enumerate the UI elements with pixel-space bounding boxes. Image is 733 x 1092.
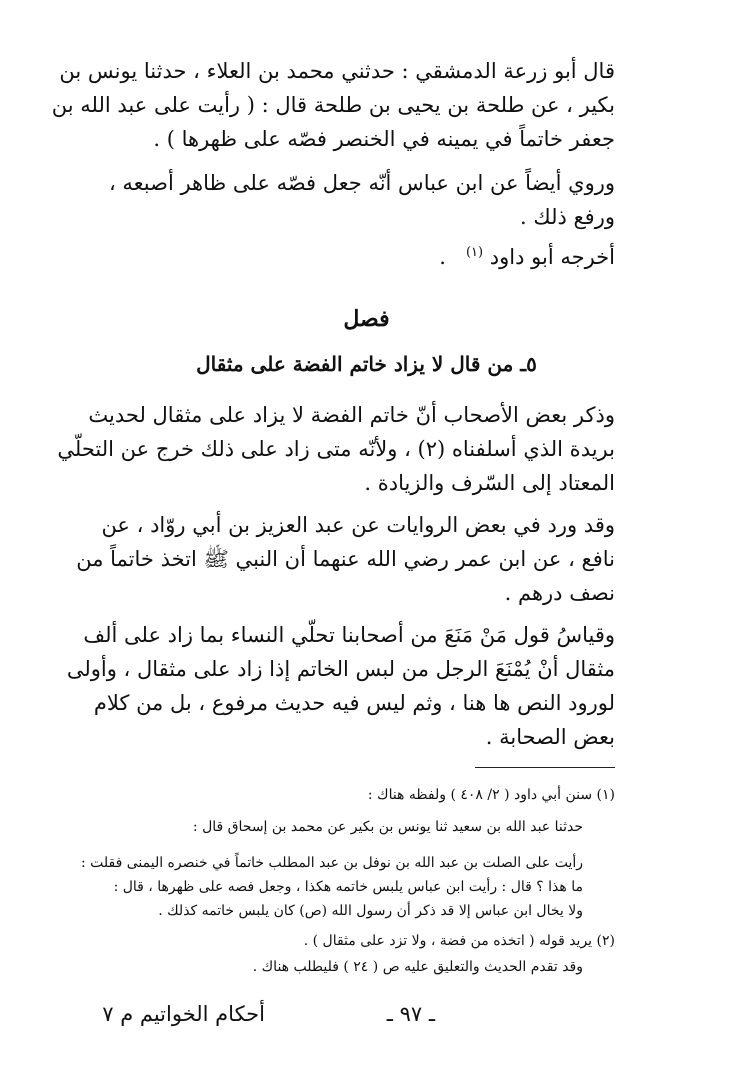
section-heading: ٥ـ من قال لا يزاد خاتم الفضة على مثقال (196, 352, 537, 376)
footnote-1-line: رأيت على الصلت بن عبد الله بن نوفل بن عبد المطلب خاتماً في خنصره اليمنى فقلت : (80, 855, 583, 871)
text-line: وذكر بعض الأصحاب أنّ خاتم الفضة لا يزاد على مثقال لحديث (88, 403, 615, 427)
text-line: وروي أيضاً عن ابن عباس أنّه جعل فصّه على ظاهر أصبعه ، (108, 171, 615, 195)
footnote-1-heading: (١) سنن أبي داود ( ٢/ ٤٠٨ ) ولفظه هناك : (367, 787, 615, 803)
paragraph-6 (66, 618, 615, 754)
paragraph-3 (115, 236, 615, 274)
text-line: قال أبو زرعة الدمشقي : حدثني محمد بن العلاء ، حدثنا يونس بن (59, 59, 615, 83)
footnote-ref: (١) (465, 245, 484, 260)
paragraph-2 (108, 166, 615, 234)
footnote-1-line: ما هذا ؟ قال : رأيت ابن عباس يلبس خاتمه هكذا ، وجعل فصه على ظهرها ، قال : (113, 879, 583, 895)
paragraph-1 (51, 54, 615, 156)
text-line: المعتاد إلى السّرف والزيادة . (364, 471, 615, 495)
book-signature: أحكام الخواتيم م ٧ (102, 1002, 265, 1026)
text-line: بعض الصحابة . (485, 725, 615, 749)
text-line: . (439, 245, 446, 269)
text-line: لورود النص ها هنا ، وثم ليس فيه حديث مرفوع ، بل من كلام (93, 691, 615, 715)
text-line: وقد ورد في بعض الروايات عن عبد العزيز بن أبي روّاد ، عن (101, 513, 615, 537)
footnote-1-line: حدثنا عبد الله بن سعيد ثنا يونس بن بكير عن محمد بن إسحاق قال : (192, 819, 583, 835)
text-line: بريدة الذي أسلفناه (٢) ، ولأنّه متى زاد على ذلك خرج عن التحلّي (57, 437, 615, 461)
text-line: نافع ، عن ابن عمر رضي الله عنهما أن النبي ﷺ اتخذ خاتماً من (76, 547, 615, 571)
section-title: فصل (343, 306, 390, 332)
paragraph-4 (57, 398, 615, 500)
text-line: مثقال أنْ يُمْنَعَ الرجل من لبس الخاتم إذا زاد على مثقال ، وأولى (66, 657, 615, 681)
footnote-2-line: وقد تقدم الحديث والتعليق عليه ص ( ٢٤ ) فليطلب هناك . (252, 959, 583, 975)
text-line: أخرجه أبو داود (489, 245, 615, 269)
text-line: نصف درهم . (504, 581, 615, 605)
text-line: وقياسُ قول مَنْ مَنَعَ من أصحابنا تحلّي النساء بما زاد على ألف (83, 623, 615, 647)
paragraph-5 (76, 508, 615, 610)
text-line: بكير ، عن طلحة بن يحيى بن طلحة قال : ( رأيت على عبد الله بن (51, 93, 615, 117)
footnote-2-heading: (٢) يريد قوله ( اتخذه من فضة ، ولا تزد على مثقال ) . (303, 933, 615, 949)
text-line: جعفر خاتماً في يمينه في الخنصر فصّه على ظهرها ) . (153, 127, 615, 151)
footnote-1-line: ولا يخال ابن عباس إلا قد ذكر أن رسول الله (ص) كان يلبس خاتمه كذلك . (158, 903, 583, 919)
footnote-divider (475, 767, 615, 768)
page-number: ـ ٩٧ ـ (386, 1002, 435, 1026)
text-line: ورفع ذلك . (520, 205, 615, 229)
